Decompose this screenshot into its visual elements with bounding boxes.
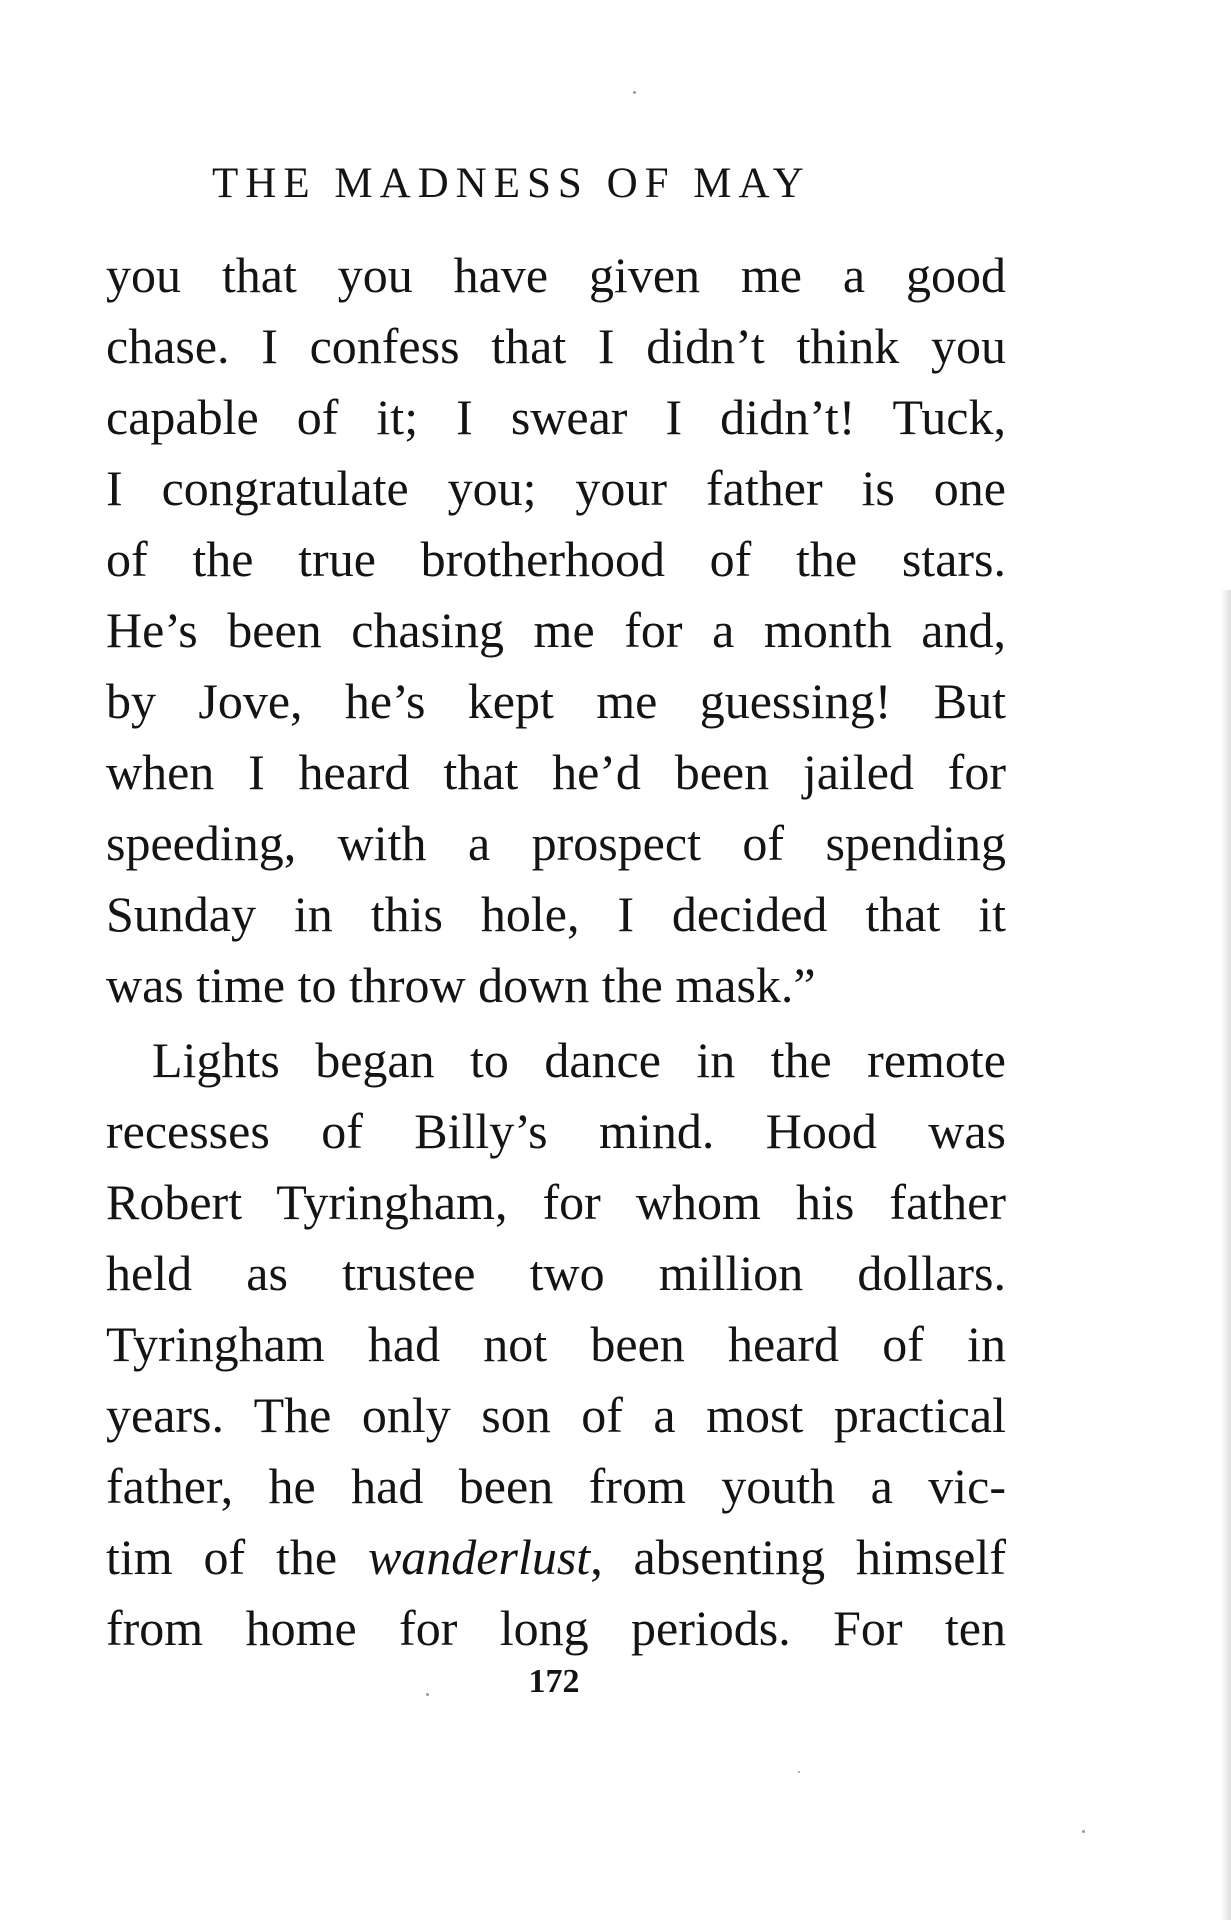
text-line: father, he had been from youth a vic- — [106, 1458, 1006, 1514]
text-line: Sunday in this hole, I decided that it — [106, 886, 1006, 942]
paragraph-1 — [106, 240, 1006, 1021]
text-line: recesses of Billy’s mind. Hood was — [106, 1103, 1006, 1159]
text-line: was time to throw down the mask.” — [106, 957, 816, 1013]
text-line: I congratulate you; your father is one — [106, 460, 1006, 516]
text-line: Lights began to dance in the remote — [152, 1032, 1006, 1088]
text-line-with-italic — [106, 1522, 1006, 1593]
text-run: , absenting himself — [590, 1529, 1006, 1585]
text-line: Tyringham had not been heard of in — [106, 1316, 1006, 1372]
text-line: He’s been chasing me for a month and, — [106, 602, 1006, 658]
text-line: when I heard that he’d been jailed for — [106, 744, 1006, 800]
text-line: capable of it; I swear I didn’t! Tuck, — [106, 389, 1006, 445]
text-line: speeding, with a prospect of spending — [106, 815, 1006, 871]
page-edge-shadow — [1221, 590, 1231, 1920]
text-line: held as trustee two million dollars. — [106, 1245, 1006, 1301]
paragraph-2 — [106, 1025, 1006, 1664]
print-speck — [1082, 1830, 1085, 1833]
text-line: of the true brotherhood of the stars. — [106, 531, 1006, 587]
print-speck — [426, 1693, 429, 1696]
text-line: by Jove, he’s kept me guessing! But — [106, 673, 1006, 729]
running-head: THE MADNESS OF MAY — [212, 160, 811, 207]
text-line: Robert Tyringham, for whom his father — [106, 1174, 1006, 1230]
print-speck — [633, 91, 636, 94]
text-line: from home for long periods. For ten — [106, 1600, 1006, 1656]
text-run: tim of the — [106, 1529, 368, 1585]
text-line: years. The only son of a most practical — [106, 1387, 1006, 1443]
page-number: 172 — [528, 1663, 580, 1700]
print-speck — [798, 1771, 800, 1773]
body-text — [106, 240, 1006, 1664]
italic-word: wanderlust — [367, 1529, 591, 1585]
text-line: you that you have given me a good — [106, 247, 1006, 303]
text-line: chase. I confess that I didn’t think you — [106, 318, 1006, 374]
